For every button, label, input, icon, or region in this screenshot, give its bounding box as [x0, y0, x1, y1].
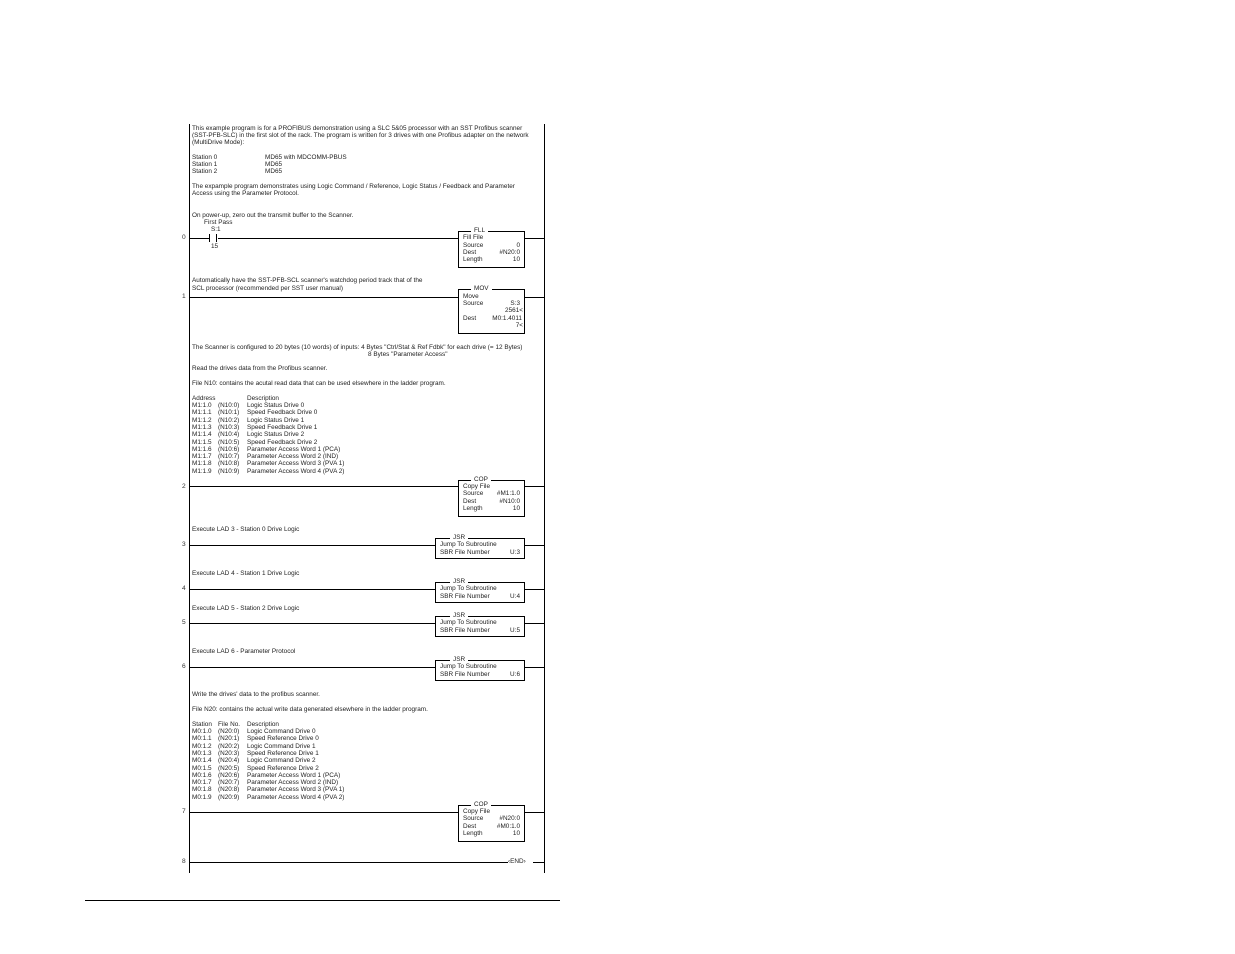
table-header: Description: [247, 395, 279, 402]
table-cell: M0:1.4: [192, 757, 212, 765]
table-cell: M1:1.5: [192, 438, 212, 446]
jsr-instruction-block[interactable]: [435, 612, 525, 637]
rung-comment: Execute LAD 4 - Station 1 Drive Logic: [192, 570, 300, 577]
table-cell: (N20:2): [218, 742, 240, 750]
rung-number: 7: [182, 808, 186, 815]
station-name: Station 2: [192, 168, 218, 175]
table-cell: (N20:9): [218, 793, 240, 801]
rung-wire: [218, 238, 458, 239]
rung-wire: [190, 238, 209, 239]
rung-comment: Execute LAD 3 - Station 0 Drive Logic: [192, 526, 300, 533]
param-label: Source: [463, 490, 484, 497]
table-cell: M0:1.6: [192, 771, 212, 779]
param-value: #M1:1.0: [496, 490, 520, 497]
rung-comment: SCL processor (recommended per SST user manual): [192, 285, 343, 292]
table-cell: (N10:0): [218, 402, 240, 409]
station-name: Station 0: [192, 154, 218, 161]
table-cell: Parameter Access Word 3 (PVA 1): [247, 786, 345, 794]
param-value: 7<: [515, 322, 523, 329]
rung-wire: [524, 667, 544, 668]
instruction-title: Jump To Subroutine: [440, 663, 497, 670]
table-cell: (N20:8): [218, 786, 240, 794]
end-instruction[interactable]: [508, 858, 526, 865]
table-cell: M1:1.2: [192, 416, 212, 424]
contact-label: First Pass: [204, 219, 233, 226]
param-value: U:4: [510, 593, 520, 600]
table-cell: Logic Command Drive 2: [247, 757, 316, 765]
table-cell: Speed Feedback Drive 0: [247, 409, 318, 417]
table-cell: (N10:3): [218, 423, 240, 431]
end-right-bracket: ›: [523, 858, 526, 865]
rung-wire: [524, 297, 544, 298]
table-cell: M0:1.2: [192, 742, 212, 750]
fll-instruction-block[interactable]: [458, 227, 525, 268]
station-device: MD65: [265, 168, 283, 175]
table-cell: (N20:1): [218, 735, 240, 743]
table-cell: Logic Status Drive 2: [247, 431, 305, 439]
rung-comment: 8 Bytes "Parameter Access": [368, 351, 448, 358]
param-label: Dest: [463, 249, 477, 256]
jsr-instruction-block[interactable]: [435, 534, 525, 559]
table-header: Address: [192, 395, 216, 402]
table-cell: (N20:0): [218, 728, 240, 735]
table-cell: Parameter Access Word 3 (PVA 1): [247, 460, 345, 468]
table-cell: M0:1.0: [192, 728, 212, 735]
rung-wire: [190, 486, 458, 487]
rung-comment: On power-up, zero out the transmit buffer to the Scanner.: [192, 212, 354, 219]
table-cell: (N10:1): [218, 409, 240, 417]
right-power-rail: [544, 124, 545, 873]
table-cell: Parameter Access Word 2 (IND): [247, 779, 339, 787]
table-cell: M1:1.6: [192, 445, 212, 453]
param-label: Source: [463, 300, 484, 307]
table-cell: M1:1.7: [192, 453, 212, 461]
param-value: M0:1.4011: [492, 315, 522, 322]
rung-wire: [190, 667, 435, 668]
table-cell: Parameter Access Word 2 (IND): [247, 453, 339, 461]
table-cell: (N20:4): [218, 757, 240, 765]
param-label: SBR File Number: [440, 593, 490, 600]
table-cell: Speed Feedback Drive 1: [247, 423, 318, 431]
rung-comment: Execute LAD 6 - Parameter Protocol: [192, 648, 296, 655]
instruction-title: Copy File: [463, 808, 490, 815]
param-label: Source: [463, 815, 484, 822]
table-cell: Parameter Access Word 4 (PVA 2): [247, 793, 345, 801]
param-value: 2561<: [505, 307, 523, 314]
table-cell: M0:1.7: [192, 779, 212, 787]
table-cell: Speed Feedback Drive 2: [247, 438, 318, 446]
intro-line-1: This example program is for a PROFIBUS demonstration using a SLC 5&05 processor with an SST Profibus scanner: [192, 125, 523, 132]
rung-number: 1: [182, 293, 186, 300]
table-cell: (N20:3): [218, 749, 240, 757]
instruction-title: Jump To Subroutine: [440, 541, 497, 548]
table-cell: M0:1.9: [192, 793, 212, 801]
param-label: Length: [463, 256, 483, 263]
table-header: Description: [247, 721, 279, 728]
rung-wire: [524, 589, 544, 590]
table-cell: (N10:9): [218, 467, 240, 475]
table-cell: M0:1.5: [192, 764, 212, 772]
table-cell: M0:1.8: [192, 786, 212, 794]
param-label: SBR File Number: [440, 627, 490, 634]
table-cell: M1:1.1: [192, 409, 212, 417]
instruction-mnemonic: JSR: [450, 534, 468, 541]
table-cell: (N10:2): [218, 416, 240, 424]
table-cell: (N10:4): [218, 431, 240, 439]
table-cell: Speed Reference Drive 0: [247, 735, 319, 743]
rung-comment: File N20: contains the actual write data generated elsewhere in the ladder program.: [192, 706, 428, 713]
param-label: Length: [463, 830, 483, 837]
page-footer-rule: [85, 900, 560, 901]
param-label: Dest: [463, 823, 477, 830]
rung-wire: [190, 623, 435, 624]
param-label: Source: [463, 242, 484, 249]
table-cell: (N10:7): [218, 453, 240, 461]
param-label: SBR File Number: [440, 549, 490, 556]
param-value: 10: [512, 830, 520, 837]
instruction-mnemonic: JSR: [450, 578, 468, 585]
intro-line-2: (SST-PFB-SLC) in the first slot of the rack. The program is written for 3 drives with one Profibus adapter on the network: [192, 132, 529, 139]
instruction-title: Fill File: [463, 234, 484, 241]
rung-comment: Read the drives data from the Profibus scanner.: [192, 365, 328, 372]
table-cell: M1:1.3: [192, 423, 212, 431]
instruction-title: Copy File: [463, 483, 490, 490]
rung-number: 2: [182, 483, 186, 490]
table-cell: Speed Reference Drive 1: [247, 749, 319, 757]
param-value: 10: [512, 256, 520, 263]
table-cell: (N10:6): [218, 445, 240, 453]
intro-paragraph2-line-2: Access using the Parameter Protocol.: [192, 190, 299, 197]
instruction-mnemonic: JSR: [450, 656, 468, 663]
table-cell: Parameter Access Word 1 (PCA): [247, 771, 341, 779]
table-cell: (N10:5): [218, 438, 240, 446]
param-label: Length: [463, 505, 483, 512]
instruction-title: Move: [463, 293, 479, 300]
rung-comment: Execute LAD 5 - Station 2 Drive Logic: [192, 605, 300, 612]
rung-comment: File N10: contains the acutal read data that can be used elsewhere in the ladder program.: [192, 380, 446, 387]
contact-bit: 15: [211, 243, 219, 250]
table-cell: M1:1.0: [192, 402, 212, 409]
jsr-instruction-block[interactable]: [435, 656, 525, 681]
rung-number: 4: [182, 585, 186, 592]
param-value: 10: [512, 505, 520, 512]
instruction-mnemonic: FLL: [471, 227, 488, 234]
param-value: #N20:0: [499, 815, 520, 822]
table-cell: Logic Status Drive 0: [247, 402, 305, 409]
table-cell: Logic Command Drive 1: [247, 742, 316, 750]
station-name: Station 1: [192, 161, 218, 168]
rung-wire: [524, 623, 544, 624]
contact-address: S:1: [211, 226, 221, 233]
table-cell: Logic Command Drive 0: [247, 728, 316, 735]
intro-paragraph2-line-1: The expample program demonstrates using Logic Command / Reference, Logic Status / Feedback and Parameter: [192, 183, 515, 190]
param-value: #M0:1.0: [496, 823, 520, 830]
rung-number: 6: [182, 663, 186, 670]
rung-wire: [190, 297, 458, 298]
param-value: 0: [516, 242, 520, 249]
rung-wire: [524, 545, 544, 546]
table-cell: (N10:8): [218, 460, 240, 468]
rung-number: 5: [182, 619, 186, 626]
table-cell: Logic Status Drive 1: [247, 416, 305, 424]
station-device: MD65 with MDCOMM-PBUS: [265, 154, 347, 161]
end-left-bracket: ‹: [508, 858, 511, 865]
rung-comment: Write the drives' data to the profibus scanner.: [192, 691, 320, 698]
cop-instruction-block[interactable]: [458, 476, 525, 517]
rung-wire: [190, 545, 435, 546]
instruction-title: Jump To Subroutine: [440, 619, 497, 626]
xic-contact[interactable]: [209, 234, 217, 242]
rung-wire: [190, 589, 435, 590]
param-label: SBR File Number: [440, 671, 490, 678]
intro-line-3: (MultiDrive Mode):: [192, 139, 245, 146]
station-device: MD65: [265, 161, 283, 168]
table-cell: (N20:5): [218, 764, 240, 772]
table-cell: M1:1.9: [192, 467, 212, 475]
rung-comment: The Scanner is configured to 20 bytes (10 words) of inputs: 4 Bytes "Ctrl/Stat & Ref Fdbk" for each drive (= 12 Bytes): [192, 344, 523, 351]
rung-wire: [524, 486, 544, 487]
instruction-mnemonic: COP: [471, 801, 491, 808]
rung-wire: [524, 238, 544, 239]
rung-wire: [524, 812, 544, 813]
rung-number: 0: [182, 234, 186, 241]
table-cell: (N20:6): [218, 771, 240, 779]
table-cell: M0:1.1: [192, 735, 212, 743]
cop-instruction-block[interactable]: [458, 801, 525, 842]
instruction-mnemonic: COP: [471, 476, 491, 483]
table-cell: (N20:7): [218, 779, 240, 787]
rung-comment: Automatically have the SST-PFB-SCL scanner's watchdog period track that of the: [192, 277, 423, 284]
param-value: U:3: [510, 549, 520, 556]
param-value: S:3: [510, 300, 520, 307]
param-value: #N10:0: [499, 498, 520, 505]
instruction-mnemonic: MOV: [471, 285, 492, 292]
table-cell: Speed Reference Drive 2: [247, 764, 319, 772]
jsr-instruction-block[interactable]: [435, 578, 525, 603]
table-cell: M0:1.3: [192, 749, 212, 757]
rung-wire: [190, 862, 508, 863]
mov-instruction-block[interactable]: [458, 285, 525, 334]
param-value: U:5: [510, 627, 520, 634]
table-header: Station: [192, 721, 212, 728]
rung-wire: [190, 812, 458, 813]
param-label: Dest: [463, 498, 477, 505]
param-label: Dest: [463, 315, 477, 322]
rung-number: 3: [182, 541, 186, 548]
rung-wire: [533, 862, 544, 863]
rung-number: 8: [182, 858, 186, 865]
table-cell: M1:1.8: [192, 460, 212, 468]
table-cell: Parameter Access Word 1 (PCA): [247, 445, 341, 453]
param-value: U:6: [510, 671, 520, 678]
table-header: File No.: [218, 721, 241, 728]
param-value: #N20:0: [499, 249, 520, 256]
instruction-mnemonic: JSR: [450, 612, 468, 619]
table-cell: Parameter Access Word 4 (PVA 2): [247, 467, 345, 475]
left-power-rail: [189, 124, 190, 873]
instruction-title: Jump To Subroutine: [440, 585, 497, 592]
table-cell: M1:1.4: [192, 431, 212, 439]
end-label: END: [510, 858, 524, 865]
